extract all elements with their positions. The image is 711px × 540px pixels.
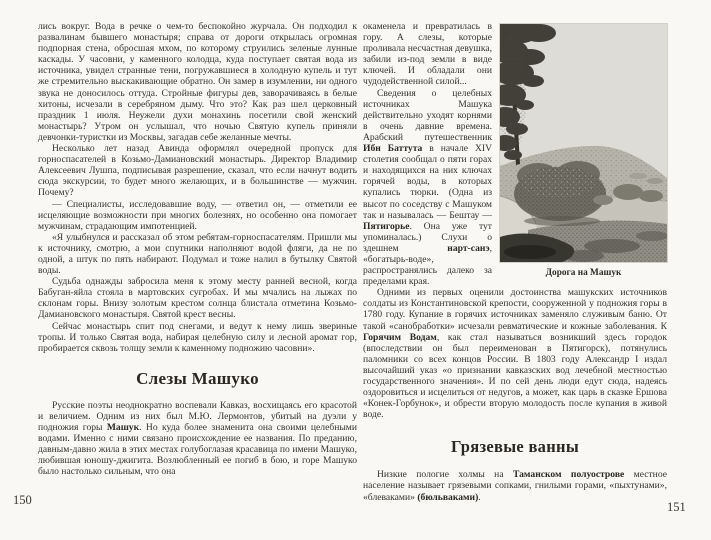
- paragraph: лись вокруг. Вода в речке о чем-то беспокойно журчала. Он подходил к развалинам бывшего монастыря; справа от дороги открылась огромная подпорная стена, обросшая мхом, по которому струились зеленые лунные каскады. У часовни, у каменного колодца, куда поступает святая вода из источника, увидел странные тени, погружавшиеся в холодную купель и тут же стремительно выскакивающие обратно. Он замер в изумлении, ни одного звука не доносилось оттуда. Стройные фигуры дев, заворачиваясь в белые хитоны, исчезали в серебряном дыму. Что это? Как раз шел церковный праздник 1 июля. Неужели духи монахинь посетили свой женский монастырь? Утром он услышал, что ночью Святую купель приняли девчонки-туристки из Москвы, загадав себе желанные мечты.: [38, 21, 357, 143]
- photo-small-bush: [613, 184, 643, 200]
- right-page: [363, 21, 667, 503]
- paragraph: Одними из первых оценили достоинства машукских источников солдаты из Константиновской крепости, сооруженной у подножия горы в 1780 году. Купание в горячих источниках заменяло служивым баню. От такой «санобработки» исчезали ревматические и кожные заболевания. К Горячим Водам, как стал называться возникший здесь городок (впоследствии он был переименован в Пятигорск), потянулись паломники со всех концов России. В 1803 году Александр I издал высочайший указ «о признании кавказских вод лечебной местностью государственного значения». И по сей день люди едут сюда, надеясь оздоровиться и исцелиться от недугов, а может, как царь в сказке Ершова «Конек-Горбунок», и обрести вторую молодость после купания в живой воде.: [363, 287, 667, 421]
- pool-shadow: [504, 245, 556, 259]
- paragraph: Низкие пологие холмы на Таманском полуострове местное население называет грязевыми сопками, гнилыми горами, «пыхтунами», «блеваками» (бюльваками).: [363, 469, 667, 503]
- paragraph: Судьба однажды забросила меня к этому месту ранней весной, когда Бабуган-яйла стояла в мартовских сугробах. И мы мчались на лыжах по склонам горы. Внизу золотым крестом солнца блистала отметина Козьмо-Дамиановского монастыря. Святой крест весны.: [38, 276, 357, 321]
- paragraph: Сведения о целебных источниках Машука действительно уходят корнями в очень давние времена. Арабский путешественник Ибн Баттута в начале XIV столетия сообщал о пяти горах и находящихся на них ключах горячей воды, в которых купались тюрки. (Одна из высот по соседству с Машуком так и называлась — Бештау — Пятигорье. Она уже тут упоминалась.) Слухи о здешнем нарт-санэ, «богатырь-воде», распространялись далеко за пределами края.: [363, 87, 492, 288]
- paragraph: Русские поэты неоднократно воспевали Кавказ, восхищаясь его красотой и величием. Одним из них был М.Ю. Лермонтов, убитый на дуэли у подножия горы Машук. Но куда более знаменита она своими целебными водами. Именно с ними связано происхождение ее названия. По преданию, давным-давно жила в этих местах голубоглазая красавица по имени Машуко, любившая юношу-джигита. Возлюбленный ее погиб в бою, и горе Машуко было настолько сильным, что она: [38, 399, 357, 478]
- photo-caption: Дорога на Машук: [545, 268, 622, 278]
- distant-shrub: [647, 178, 663, 184]
- photo-small-bush: [639, 190, 663, 202]
- left-page: [38, 21, 357, 477]
- photo-road-to-mashuk: [500, 24, 667, 262]
- photo-small-bush: [593, 195, 613, 205]
- paragraph: Несколько лет назад Авинда оформлял очередной пропуск для горноспасателей в Козьмо-Дамиановский монастырь. Директор Владимир Алексеевич Лушпа, подписывая разрешение, сказал, что если начнут водить сюда экскурсии, то будет много желающих, и в большинстве — мужчин. Почему?: [38, 143, 357, 199]
- section-heading-slezy-mashuko: Слезы Машуко: [136, 368, 259, 388]
- foreground-blotch: [636, 231, 667, 241]
- photo-figure: [500, 24, 667, 278]
- bush-shadow: [524, 216, 600, 226]
- section-heading-gryazevye-vanny: Грязевые ванны: [450, 437, 579, 457]
- paragraph: «Я улыбнулся и рассказал об этом ребятам-горноспасателям. Пришли мы к источнику, смотрю, а мои спутники наполняют водой фляги, да не по одной, а штук по пять набирают. Подумал и тоже налил в бутылку Святой воды.: [38, 231, 357, 277]
- photo-main-bush: [514, 161, 606, 221]
- paragraph: окаменела и превратилась в гору. А слезы, которые проливала несчастная девушка, забили из-под земли в виде ключей. И обладали они чудодейственной силой...: [363, 21, 492, 88]
- paragraph: Сейчас монастырь спит под снегами, и ведут к нему лишь звериные тропы. И только Святая вода, набирая целебную силу и лесной аромат гор, пробирается сквозь толщу земли к каменному подножию часовни».: [38, 320, 357, 354]
- paragraph: — Специалисты, исследовавшие воду, — ответил он, — отметили ее исцеляющие возможности при многих болезнях, но особенно она помогает мужчинам, страдающим импотенцией.: [38, 198, 357, 232]
- page-number-left: 150: [13, 493, 32, 507]
- page-number-right: 151: [667, 500, 686, 514]
- distant-shrub: [629, 173, 647, 179]
